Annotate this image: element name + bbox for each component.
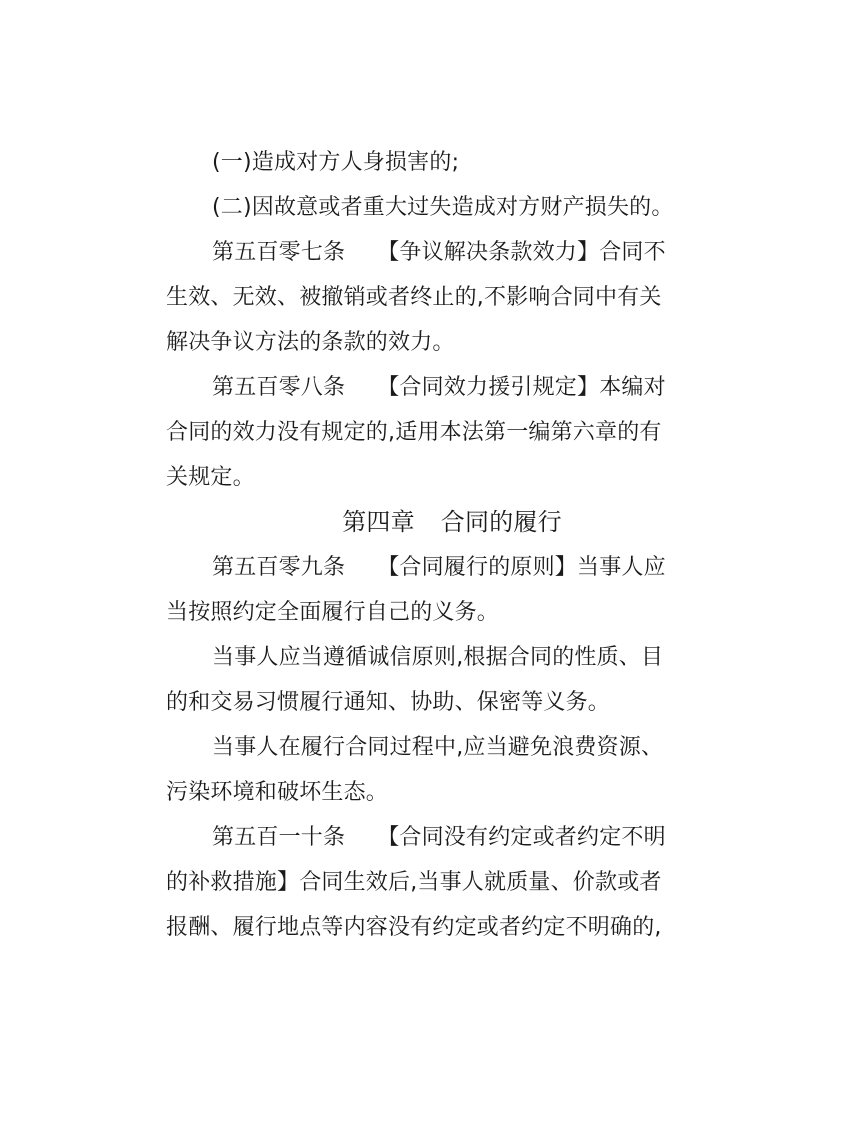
article-heading-line bbox=[166, 545, 686, 590]
chapter-title: 合同的履行 bbox=[440, 508, 562, 536]
article-title: 【争议解决条款效力】合同不 bbox=[377, 240, 666, 265]
text: 当按照约定全面履行自己的义务。 bbox=[166, 600, 500, 625]
text: 的补救措施】合同生效后,当事人就质量、价款或者 bbox=[166, 870, 662, 895]
text: 解决争议方法的条款的效力。 bbox=[166, 330, 455, 355]
paragraph-line bbox=[166, 860, 686, 905]
article-title: 【合同履行的原则】当事人应 bbox=[377, 555, 666, 580]
text: 生效、无效、被撤销或者终止的,不影响合同中有关 bbox=[166, 285, 662, 310]
paragraph-line bbox=[166, 680, 686, 725]
paragraph-line bbox=[166, 320, 686, 365]
paragraph-line bbox=[166, 905, 686, 950]
paragraph-line bbox=[166, 185, 686, 230]
text: 报酬、履行地点等内容没有约定或者约定不明确的, bbox=[166, 915, 662, 940]
article-heading-line bbox=[166, 365, 686, 410]
article-number: 第五百零八条 bbox=[212, 375, 346, 400]
article-number: 第五百一十条 bbox=[212, 825, 346, 850]
text: 的和交易习惯履行通知、协助、保密等义务。 bbox=[166, 690, 611, 715]
paragraph-line bbox=[166, 725, 686, 770]
text: (一)造成对方人身损害的; bbox=[212, 150, 460, 175]
chapter-number: 第四章 bbox=[342, 508, 415, 536]
article-title: 【合同没有约定或者约定不明 bbox=[377, 825, 666, 850]
article-title: 【合同效力援引规定】本编对 bbox=[377, 375, 666, 400]
text: 污染环境和破坏生态。 bbox=[166, 780, 389, 805]
article-heading-line bbox=[166, 230, 686, 275]
paragraph-line bbox=[166, 455, 686, 500]
text: 关规定。 bbox=[166, 465, 255, 490]
paragraph-line bbox=[166, 140, 686, 185]
paragraph-line bbox=[166, 635, 686, 680]
text: (二)因故意或者重大过失造成对方财产损失的。 bbox=[212, 195, 674, 220]
paragraph-line bbox=[166, 410, 686, 455]
text: 当事人在履行合同过程中,应当避免浪费资源、 bbox=[212, 735, 664, 760]
article-number: 第五百零九条 bbox=[212, 555, 346, 580]
paragraph-line bbox=[166, 590, 686, 635]
paragraph-line bbox=[166, 275, 686, 320]
chapter-heading bbox=[166, 500, 686, 545]
text: 合同的效力没有规定的,适用本法第一编第六章的有 bbox=[166, 420, 662, 445]
article-number: 第五百零七条 bbox=[212, 240, 346, 265]
document-body bbox=[166, 140, 686, 950]
article-heading-line bbox=[166, 815, 686, 860]
paragraph-line bbox=[166, 770, 686, 815]
text: 当事人应当遵循诚信原则,根据合同的性质、目 bbox=[212, 645, 664, 670]
